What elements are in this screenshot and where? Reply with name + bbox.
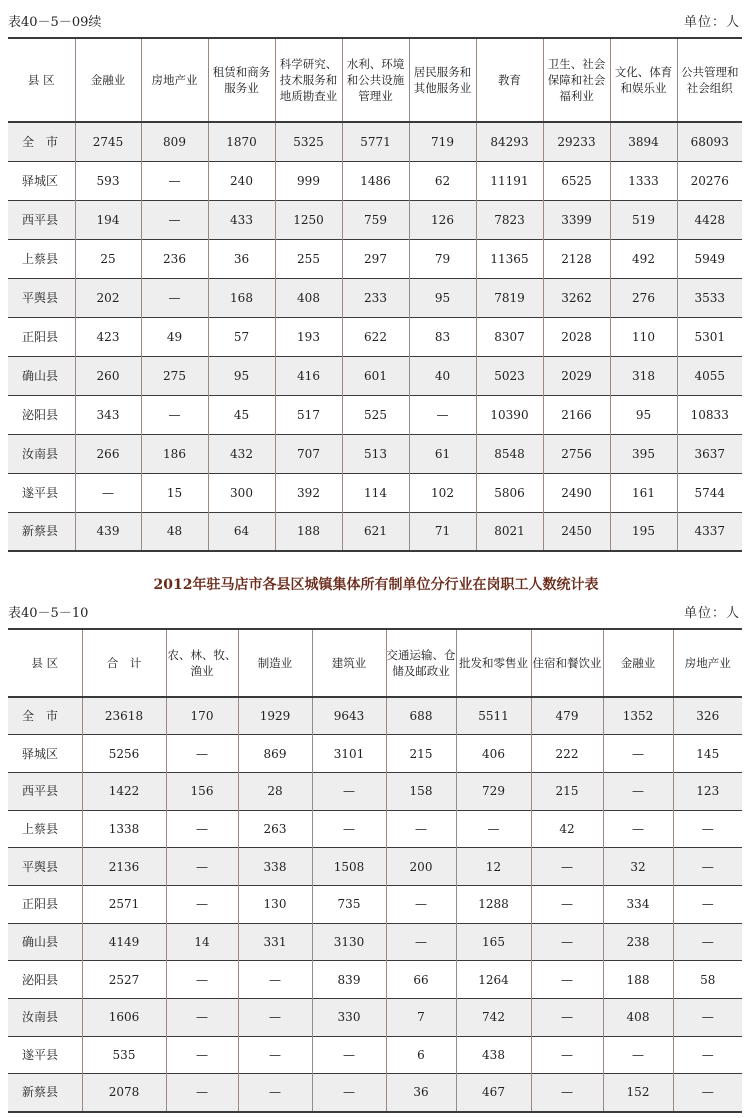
value-cell: 513	[342, 434, 409, 473]
value-cell: 58	[673, 961, 742, 999]
value-cell: —	[603, 1036, 673, 1074]
value-cell: 7823	[476, 200, 543, 239]
value-cell: 4149	[82, 923, 166, 961]
table-row	[8, 772, 742, 810]
table1-header-row	[8, 38, 742, 122]
table-row	[8, 1036, 742, 1074]
value-cell: 2571	[82, 885, 166, 923]
value-cell: 338	[238, 848, 312, 886]
value-cell: 735	[312, 885, 386, 923]
county-name-cell: 确山县	[22, 934, 59, 949]
value-cell: 9643	[312, 697, 386, 735]
value-cell: 392	[275, 473, 342, 512]
value-cell: —	[673, 999, 742, 1037]
value-cell: 326	[673, 697, 742, 735]
value-cell: —	[238, 1074, 312, 1112]
value-cell: 193	[275, 317, 342, 356]
county-name-cell: 正阳县	[22, 897, 59, 912]
county-name-cell: 确山县	[22, 368, 59, 383]
value-cell: 5511	[456, 697, 531, 735]
value-cell: 1422	[82, 772, 166, 810]
value-cell: —	[75, 473, 141, 512]
table2-caption-row	[8, 601, 740, 621]
column-header: 教育	[476, 38, 543, 122]
value-cell: 71	[409, 512, 476, 551]
value-cell: —	[141, 161, 208, 200]
value-cell: —	[603, 735, 673, 773]
table1-header	[8, 38, 742, 122]
value-cell: 343	[75, 395, 141, 434]
value-cell: 12	[456, 848, 531, 886]
table2-header-row	[8, 629, 742, 697]
value-cell: 318	[610, 356, 677, 395]
table-row	[8, 200, 742, 239]
value-cell: 152	[603, 1074, 673, 1112]
value-cell: 64	[208, 512, 275, 551]
county-name-cell: 遂平县	[22, 485, 59, 500]
value-cell: 5256	[82, 735, 166, 773]
table-row	[8, 1074, 742, 1112]
column-header: 批发和零售业	[456, 629, 531, 697]
value-cell: 8021	[476, 512, 543, 551]
value-cell: 8307	[476, 317, 543, 356]
value-cell: —	[386, 923, 456, 961]
value-cell: —	[673, 885, 742, 923]
value-cell: 8548	[476, 434, 543, 473]
value-cell: 3637	[677, 434, 742, 473]
value-cell: —	[166, 999, 238, 1037]
value-cell: 2756	[543, 434, 610, 473]
value-cell: 408	[603, 999, 673, 1037]
value-cell: 7	[386, 999, 456, 1037]
value-cell: 688	[386, 697, 456, 735]
value-cell: 1338	[82, 810, 166, 848]
county-name-cell: 平舆县	[22, 290, 59, 305]
value-cell: 535	[82, 1036, 166, 1074]
table-row	[8, 122, 742, 161]
value-cell: —	[238, 961, 312, 999]
value-cell: 45	[208, 395, 275, 434]
value-cell: 263	[238, 810, 312, 848]
column-header: 制造业	[238, 629, 312, 697]
table-row	[8, 848, 742, 886]
value-cell: 2745	[75, 122, 141, 161]
value-cell: —	[238, 1036, 312, 1074]
value-cell: 236	[141, 239, 208, 278]
value-cell: 707	[275, 434, 342, 473]
value-cell: 49	[141, 317, 208, 356]
value-cell: —	[312, 1074, 386, 1112]
value-cell: 334	[603, 885, 673, 923]
value-cell: —	[166, 848, 238, 886]
value-cell: 416	[275, 356, 342, 395]
value-cell: 215	[386, 735, 456, 773]
value-cell: 3894	[610, 122, 677, 161]
table-row	[8, 923, 742, 961]
table-row	[8, 161, 742, 200]
value-cell: 123	[673, 772, 742, 810]
value-cell: —	[673, 1074, 742, 1112]
value-cell: 62	[409, 161, 476, 200]
county-name-cell: 平舆县	[22, 859, 59, 874]
value-cell: 188	[275, 512, 342, 551]
value-cell: 233	[342, 278, 409, 317]
value-cell: 266	[75, 434, 141, 473]
county-name-cell: 西平县	[22, 784, 59, 799]
value-cell: 395	[610, 434, 677, 473]
county-name-cell: 全 市	[22, 134, 59, 149]
table2-body	[8, 697, 742, 1112]
table-row	[8, 735, 742, 773]
value-cell: —	[312, 810, 386, 848]
county-name-cell: 新蔡县	[22, 524, 59, 539]
column-header: 房地产业	[141, 38, 208, 122]
value-cell: 20276	[677, 161, 742, 200]
value-cell: —	[166, 735, 238, 773]
value-cell: 839	[312, 961, 386, 999]
county-name-cell: 上蔡县	[22, 821, 59, 836]
value-cell: 15	[141, 473, 208, 512]
value-cell: 2029	[543, 356, 610, 395]
value-cell: —	[141, 200, 208, 239]
value-cell: 114	[342, 473, 409, 512]
value-cell: 3130	[312, 923, 386, 961]
county-name-cell: 驿城区	[22, 746, 59, 761]
value-cell: 10390	[476, 395, 543, 434]
county-name-cell: 泌阳县	[22, 972, 59, 987]
value-cell: 110	[610, 317, 677, 356]
column-header: 金融业	[75, 38, 141, 122]
value-cell: —	[603, 810, 673, 848]
value-cell: 161	[610, 473, 677, 512]
value-cell: 1352	[603, 697, 673, 735]
column-header: 住宿和餐饮业	[531, 629, 603, 697]
value-cell: 297	[342, 239, 409, 278]
table-row	[8, 961, 742, 999]
value-cell: —	[531, 1036, 603, 1074]
value-cell: 188	[603, 961, 673, 999]
value-cell: 869	[238, 735, 312, 773]
county-name-cell: 正阳县	[22, 329, 59, 344]
county-name-cell: 驿城区	[22, 173, 59, 188]
value-cell: 23618	[82, 697, 166, 735]
value-cell: 719	[409, 122, 476, 161]
value-cell: 79	[409, 239, 476, 278]
value-cell: 29233	[543, 122, 610, 161]
value-cell: —	[166, 1036, 238, 1074]
table1	[8, 37, 742, 552]
value-cell: 2166	[543, 395, 610, 434]
value-cell: 1606	[82, 999, 166, 1037]
value-cell: —	[673, 923, 742, 961]
value-cell: 438	[456, 1036, 531, 1074]
value-cell: 5744	[677, 473, 742, 512]
value-cell: —	[312, 1036, 386, 1074]
value-cell: 3399	[543, 200, 610, 239]
table-row	[8, 999, 742, 1037]
value-cell: 1486	[342, 161, 409, 200]
county-name-cell: 全 市	[22, 709, 59, 724]
table-row	[8, 697, 742, 735]
value-cell: 3533	[677, 278, 742, 317]
value-cell: 40	[409, 356, 476, 395]
value-cell: 7819	[476, 278, 543, 317]
table1-caption-row	[8, 10, 740, 30]
value-cell: 1929	[238, 697, 312, 735]
value-cell: 467	[456, 1074, 531, 1112]
value-cell: 492	[610, 239, 677, 278]
value-cell: 3101	[312, 735, 386, 773]
column-header: 文化、体育和娱乐业	[610, 38, 677, 122]
value-cell: 28	[238, 772, 312, 810]
value-cell: 5949	[677, 239, 742, 278]
value-cell: —	[312, 772, 386, 810]
value-cell: 158	[386, 772, 456, 810]
column-header: 租赁和商务服务业	[208, 38, 275, 122]
value-cell: —	[166, 961, 238, 999]
value-cell: 621	[342, 512, 409, 551]
value-cell: 170	[166, 697, 238, 735]
county-name-cell: 汝南县	[22, 1010, 59, 1025]
value-cell: 439	[75, 512, 141, 551]
table-row	[8, 395, 742, 434]
value-cell: 42	[531, 810, 603, 848]
value-cell: 202	[75, 278, 141, 317]
value-cell: 1870	[208, 122, 275, 161]
table-row	[8, 239, 742, 278]
value-cell: 156	[166, 772, 238, 810]
column-header: 科学研究、技术服务和地质勘查业	[275, 38, 342, 122]
value-cell: 593	[75, 161, 141, 200]
value-cell: 3262	[543, 278, 610, 317]
county-name-cell: 遂平县	[22, 1048, 59, 1063]
value-cell: 200	[386, 848, 456, 886]
value-cell: —	[409, 395, 476, 434]
table-row	[8, 512, 742, 551]
value-cell: 2136	[82, 848, 166, 886]
value-cell: 95	[208, 356, 275, 395]
value-cell: 195	[610, 512, 677, 551]
value-cell: 4428	[677, 200, 742, 239]
value-cell: 1333	[610, 161, 677, 200]
value-cell: 36	[208, 239, 275, 278]
value-cell: 186	[141, 434, 208, 473]
table2-unit: 单位：人	[683, 606, 740, 621]
table-row	[8, 317, 742, 356]
value-cell: 729	[456, 772, 531, 810]
value-cell: 5806	[476, 473, 543, 512]
table2-title: 2012年驻马店市各县区城镇集体所有制单位分行业在岗职工人数统计表	[153, 577, 599, 593]
value-cell: 222	[531, 735, 603, 773]
value-cell: 145	[673, 735, 742, 773]
county-name-cell: 上蔡县	[22, 251, 59, 266]
value-cell: 165	[456, 923, 531, 961]
value-cell: —	[531, 1074, 603, 1112]
table2-header	[8, 629, 742, 697]
value-cell: —	[531, 999, 603, 1037]
value-cell: 240	[208, 161, 275, 200]
value-cell: 32	[603, 848, 673, 886]
value-cell: 331	[238, 923, 312, 961]
value-cell: 1508	[312, 848, 386, 886]
value-cell: 238	[603, 923, 673, 961]
value-cell: —	[166, 810, 238, 848]
value-cell: 2078	[82, 1074, 166, 1112]
value-cell: 809	[141, 122, 208, 161]
value-cell: 83	[409, 317, 476, 356]
value-cell: 95	[610, 395, 677, 434]
value-cell: 255	[275, 239, 342, 278]
value-cell: —	[673, 1036, 742, 1074]
value-cell: 1264	[456, 961, 531, 999]
value-cell: 423	[75, 317, 141, 356]
value-cell: 2028	[543, 317, 610, 356]
table1-unit: 单位：人	[683, 15, 740, 30]
value-cell: —	[141, 395, 208, 434]
value-cell: —	[456, 810, 531, 848]
column-header: 县 区	[27, 73, 55, 87]
value-cell: 5771	[342, 122, 409, 161]
value-cell: 14	[166, 923, 238, 961]
value-cell: 4337	[677, 512, 742, 551]
value-cell: 622	[342, 317, 409, 356]
value-cell: 194	[75, 200, 141, 239]
value-cell: 260	[75, 356, 141, 395]
value-cell: 1250	[275, 200, 342, 239]
value-cell: —	[386, 885, 456, 923]
value-cell: 11365	[476, 239, 543, 278]
value-cell: 300	[208, 473, 275, 512]
column-header: 房地产业	[673, 629, 742, 697]
table2-caption: 表40－5－10	[8, 606, 89, 621]
value-cell: —	[673, 810, 742, 848]
value-cell: 525	[342, 395, 409, 434]
value-cell: 408	[275, 278, 342, 317]
value-cell: —	[386, 810, 456, 848]
value-cell: 759	[342, 200, 409, 239]
value-cell: 48	[141, 512, 208, 551]
table-row	[8, 278, 742, 317]
value-cell: 2128	[543, 239, 610, 278]
county-name-cell: 西平县	[22, 212, 59, 227]
value-cell: 2527	[82, 961, 166, 999]
value-cell: 5325	[275, 122, 342, 161]
value-cell: 5301	[677, 317, 742, 356]
column-header: 合 计	[82, 629, 166, 697]
column-header: 公共管理和社会组织	[677, 38, 742, 122]
column-header: 金融业	[603, 629, 673, 697]
value-cell: 36	[386, 1074, 456, 1112]
value-cell: 102	[409, 473, 476, 512]
table-row	[8, 810, 742, 848]
value-cell: 276	[610, 278, 677, 317]
county-name-cell: 新蔡县	[22, 1085, 59, 1100]
value-cell: 61	[409, 434, 476, 473]
value-cell: —	[531, 961, 603, 999]
column-header: 农、林、牧、渔业	[166, 629, 238, 697]
value-cell: 95	[409, 278, 476, 317]
value-cell: —	[531, 923, 603, 961]
value-cell: 517	[275, 395, 342, 434]
value-cell: 84293	[476, 122, 543, 161]
value-cell: 999	[275, 161, 342, 200]
value-cell: 433	[208, 200, 275, 239]
value-cell: 406	[456, 735, 531, 773]
value-cell: —	[141, 278, 208, 317]
value-cell: 479	[531, 697, 603, 735]
table1-body	[8, 122, 742, 551]
value-cell: 330	[312, 999, 386, 1037]
table1-caption: 表40－5－09续	[8, 15, 102, 30]
value-cell: —	[673, 848, 742, 886]
value-cell: 4055	[677, 356, 742, 395]
county-name-cell: 泌阳县	[22, 407, 59, 422]
value-cell: 601	[342, 356, 409, 395]
column-header: 县 区	[31, 656, 59, 670]
value-cell: —	[238, 999, 312, 1037]
value-cell: 275	[141, 356, 208, 395]
table-row	[8, 885, 742, 923]
value-cell: 126	[409, 200, 476, 239]
value-cell: 57	[208, 317, 275, 356]
value-cell: 168	[208, 278, 275, 317]
value-cell: 68093	[677, 122, 742, 161]
value-cell: —	[166, 885, 238, 923]
value-cell: 6	[386, 1036, 456, 1074]
column-header: 居民服务和其他服务业	[409, 38, 476, 122]
value-cell: 742	[456, 999, 531, 1037]
value-cell: —	[603, 772, 673, 810]
table-row	[8, 434, 742, 473]
value-cell: 11191	[476, 161, 543, 200]
county-name-cell: 汝南县	[22, 446, 59, 461]
value-cell: 432	[208, 434, 275, 473]
value-cell: 66	[386, 961, 456, 999]
value-cell: 2490	[543, 473, 610, 512]
value-cell: —	[531, 848, 603, 886]
column-header: 交通运输、仓储及邮政业	[386, 629, 456, 697]
table-row	[8, 356, 742, 395]
value-cell: —	[166, 1074, 238, 1112]
table2	[8, 628, 742, 1113]
value-cell: 25	[75, 239, 141, 278]
column-header: 建筑业	[312, 629, 386, 697]
value-cell: 5023	[476, 356, 543, 395]
value-cell: 2450	[543, 512, 610, 551]
value-cell: —	[531, 885, 603, 923]
value-cell: 215	[531, 772, 603, 810]
column-header: 水利、环境和公共设施管理业	[342, 38, 409, 122]
value-cell: 1288	[456, 885, 531, 923]
value-cell: 10833	[677, 395, 742, 434]
table-row	[8, 473, 742, 512]
value-cell: 519	[610, 200, 677, 239]
value-cell: 130	[238, 885, 312, 923]
column-header: 卫生、社会保障和社会福利业	[543, 38, 610, 122]
value-cell: 6525	[543, 161, 610, 200]
